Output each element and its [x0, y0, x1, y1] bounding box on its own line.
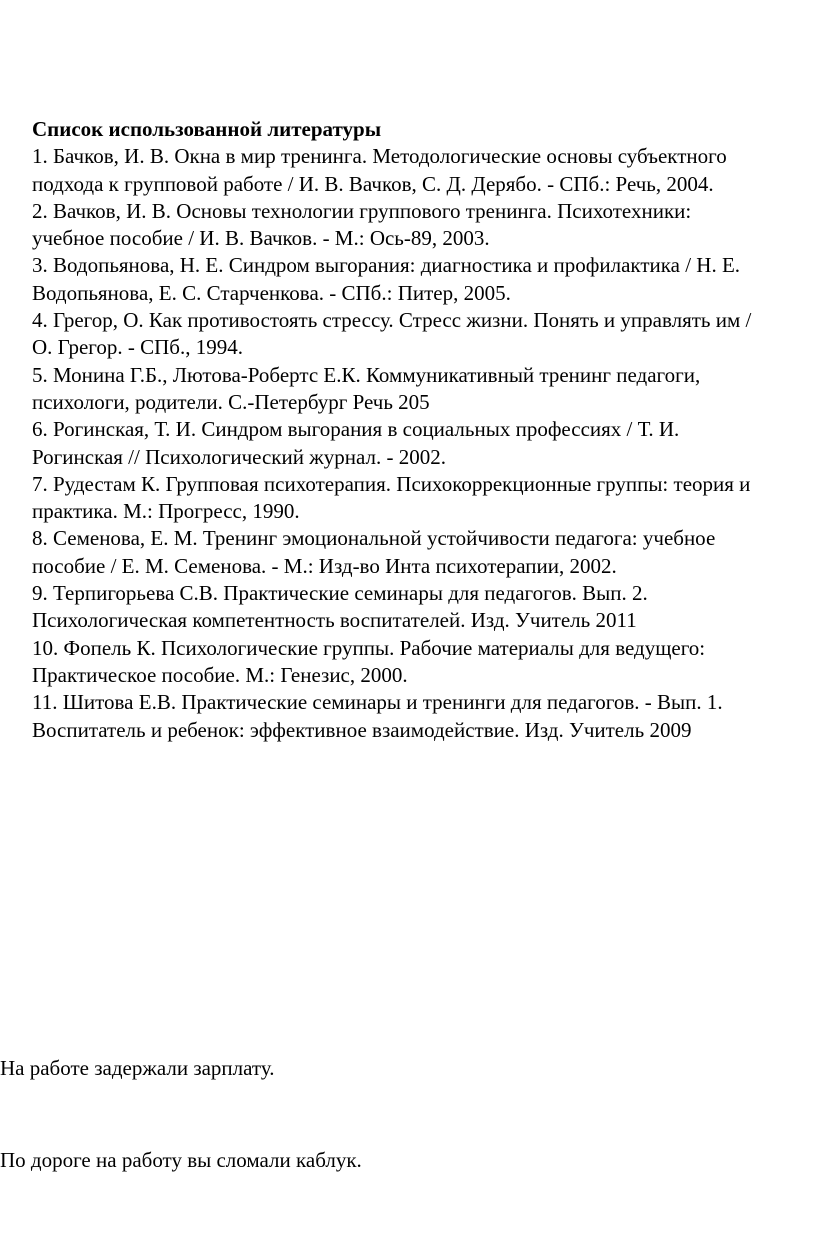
bibliography-line: психологи, родители. С.-Петербург Речь 205 [32, 389, 430, 414]
bibliography-line: Рогинская // Психологический журнал. - 2002. [32, 444, 446, 469]
bibliography-line: 6. Рогинская, Т. И. Синдром выгорания в социальных профессиях / Т. И. [32, 417, 680, 442]
bibliography-line: Психологическая компетентность воспитателей. Изд. Учитель 2011 [32, 608, 637, 633]
bibliography-line: Водопьянова, Е. С. Старченкова. - СПб.: Питер, 2005. [32, 280, 511, 305]
bibliography-section [32, 116, 816, 744]
bibliography-line: 9. Терпигорьева С.В. Практические семинары для педагогов. Вып. 2. [32, 581, 648, 606]
bibliography-line: 3. Водопьянова, Н. Е. Синдром выгорания: диагностика и профилактика / Н. Е. [32, 253, 741, 278]
bibliography-line: 5. Монина Г.Б., Лютова-Робертс Е.К. Коммуникативный тренинг педагоги, [32, 362, 701, 387]
bibliography-line: 7. Рудестам К. Групповая психотерапия. Психокоррекционные группы: теория и [32, 471, 751, 496]
bibliography-line: О. Грегор. - СПб., 1994. [32, 335, 243, 360]
bibliography-line: 4. Грегор, О. Как противостоять стрессу. Стресс жизни. Понять и управлять им / [32, 308, 752, 333]
bibliography-line: 11. Шитова Е.В. Практические семинары и тренинги для педагогов. - Вып. 1. [32, 690, 723, 715]
bibliography-line: подхода к групповой работе / И. В. Вачков, С. Д. Дерябо. - СПб.: Речь, 2004. [32, 171, 714, 196]
bibliography-line: Практическое пособие. М.: Генезис, 2000. [32, 662, 408, 687]
bibliography-line: 8. Семенова, Е. М. Тренинг эмоциональной устойчивости педагога: учебное [32, 526, 716, 551]
bibliography-line: 1. Бачков, И. В. Окна в мир тренинга. Методологические основы субъектного [32, 144, 727, 169]
bibliography-line: пособие / Е. М. Семенова. - М.: Изд-во Инта психотерапии, 2002. [32, 553, 617, 578]
bibliography-line: 2. Вачков, И. В. Основы технологии группового тренинга. Психотехники: [32, 198, 692, 223]
bibliography-heading: Список использованной литературы [32, 117, 382, 141]
bibliography-line: 10. Фопель К. Психологические группы. Рабочие материалы для ведущего: [32, 635, 706, 660]
bibliography-line: учебное пособие / И. В. Вачков. - М.: Ось-89, 2003. [32, 226, 490, 251]
bibliography-line: практика. М.: Прогресс, 1990. [32, 499, 300, 524]
situation-note: По дороге на работу вы сломали каблук. [0, 1148, 362, 1172]
bibliography-line: Воспитатель и ребенок: эффективное взаимодействие. Изд. Учитель 2009 [32, 717, 692, 742]
situation-note: На работе задержали зарплату. [0, 1056, 275, 1080]
